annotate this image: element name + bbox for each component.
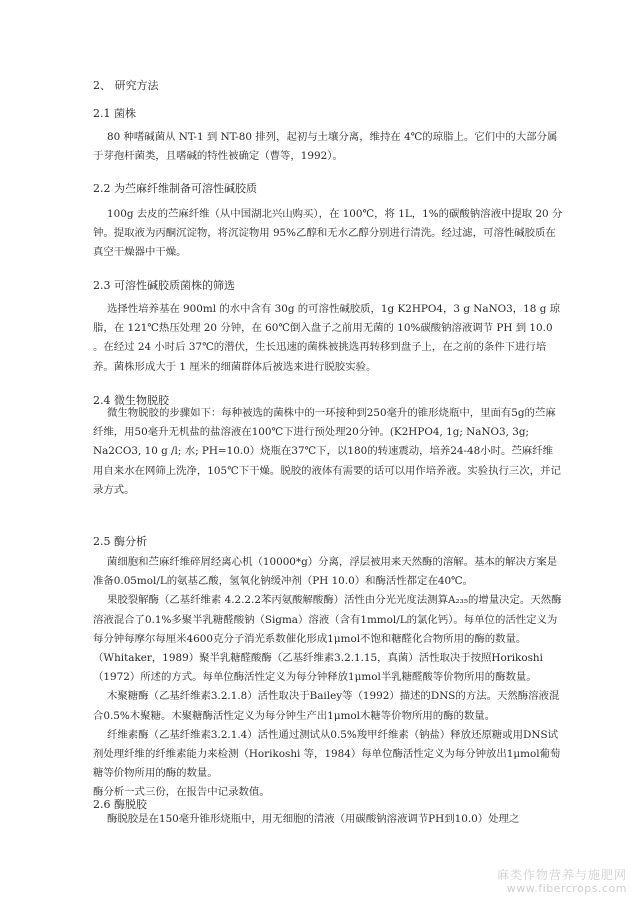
heading-2-6: 2.6 酶脱胶: [93, 798, 147, 811]
paragraph-2-5: [93, 553, 563, 803]
paragraph-2-5d: 纤维素酶（乙基纤维素3.2.1.4）活性通过测试从0.5%羧甲纤维素（钠盐）释放还原糖或用DNS试剂处理纤维的纤维素能力来检测（Horikoshi 等，1984）每单位酶活性定义为每分钟放出1μmol葡萄糖等价物所用的酶的数量。: [93, 728, 561, 780]
paragraph-2-5b: 果胶裂解酶（乙基纤维素 4.2.2.2苯丙氨酸解酸酶）活性由分光光度法测算A₂₃₅的增量决定。天然酶溶液混合了0.1%多聚半乳糖醛酸钠（Sigma）溶液（含有1mmol/L的氯化钙）。每单位的活性定义为每分钟每摩尔每厘米4600克分子消光系数催化形成1μmol不饱和糖醛化合物所用的酶的数量。（Whitaker，1989）聚半乳糖醛酸酶（乙基纤维素3.2.1.15，真菌）活性取决于按照Horikoshi（1972）所述的方式。每单位酶活性定义为每分钟释放1μmol半乳糖醛酸等价物所用的酶数量。: [93, 594, 562, 684]
paragraph-2-3: [93, 300, 563, 377]
paragraph-2-4: [93, 404, 563, 500]
paragraph-2-1: [93, 128, 563, 166]
paragraph-2-2-text: 100g 去皮的苎麻纤维（从中国湖北兴山购买），在 100℃，将 1L，1%的碳酸钠溶液中提取 20 分钟。提取液为丙酮沉淀物，将沉淀物用 95%乙醇和无水乙醇分别进行清洗。经过滤，可溶性碱胶质在真空干燥器中干燥。: [93, 208, 563, 259]
heading-2-5: 2.5 酶分析: [93, 535, 147, 548]
watermark-line-1: 麻类作物营养与施肥网: [496, 868, 627, 882]
heading-2-3: 2.3 可溶性碱胶质菌株的筛选: [93, 279, 235, 292]
paragraph-2-6: [93, 810, 563, 829]
watermark: [497, 869, 627, 895]
heading-2-2: 2.2 为苎麻纤维制备可溶性碱胶质: [93, 182, 257, 195]
paragraph-2-1-text: 80 种嗜碱菌从 NT-1 到 NT-80 排列，起初与土壤分离，维持在 4℃的琼脂上。它们中的大部分属于芽孢杆菌类，且嗜碱的特性被确定（曹等，1992）。: [93, 131, 558, 163]
section-heading-methods: 2、 研究方法: [93, 79, 159, 92]
paragraph-2-2: [93, 205, 563, 263]
watermark-line-2: www.fibercrops.com: [506, 882, 627, 895]
paragraph-2-5a: 菌细胞和苎麻纤维碎屑经离心机（10000*g）分离，浮层被用来天然酶的溶解。基本的解决方案是准备0.05mol/L的氨基乙酸，氢氧化钠缓冲剂（PH 10.0）和酶活性都定在40℃。: [93, 556, 558, 588]
paragraph-2-3-text: 选择性培养基在 900ml 的水中含有 30g 的可溶性碱胶质，1g K2HPO4，3 g NaNO3，18 g 琼脂，在 121℃热压处理 20 分钟，在 60℃倒入盘子之前用无菌的 10%碳酸钠溶液调节 PH 到 10.0 。在经过 24 小时后 37℃的潜伏，生长迅速的菌株被挑选再转移到盘子上，在之前的条件下进行培养。菌株形成大于 1 厘米的细菌群体后被选来进行脱胶实验。: [93, 303, 561, 373]
paragraph-2-6-text: 酶脱胶是在150毫升锥形烧瓶中，用无细胞的清液（用碳酸钠溶液调节PH到10.0）处理之: [107, 813, 520, 825]
paragraph-2-5e: 酶分析一式三份，在报告中记录数值。: [93, 786, 270, 799]
paragraph-2-5c: 木聚糖酶（乙基纤维素3.2.1.8）活性取决于Bailey等（1992）描述的DNS的方法。天然酶溶液混合0.5%木聚糖。木聚糖酶活性定义为每分钟生产出1μmol木糖等价物所用的酶的数量。: [93, 690, 560, 722]
heading-2-4: 2.4 微生物脱胶: [93, 394, 169, 407]
paragraph-2-4-text: 微生物脱胶的步骤如下：每种被选的菌株中的一环接种到250毫升的锥形烧瓶中，里面有5g的苎麻纤维，用50毫升无机盐的盐溶液在100℃下进行预处理20分钟。(K2HPO4, 1g; NaNO3, 3g; Na2CO3, 10 g /l; 水; PH=10.0）烧瓶在37℃下，以180的转速震动，培养24-48小时。苎麻纤维用自来水在网筛上洗净，105℃下干燥。脱胶的液体有需要的话可以用作培养液。实验执行三次，并记录方式。: [93, 407, 561, 496]
heading-2-1: 2.1 菌株: [93, 107, 136, 120]
